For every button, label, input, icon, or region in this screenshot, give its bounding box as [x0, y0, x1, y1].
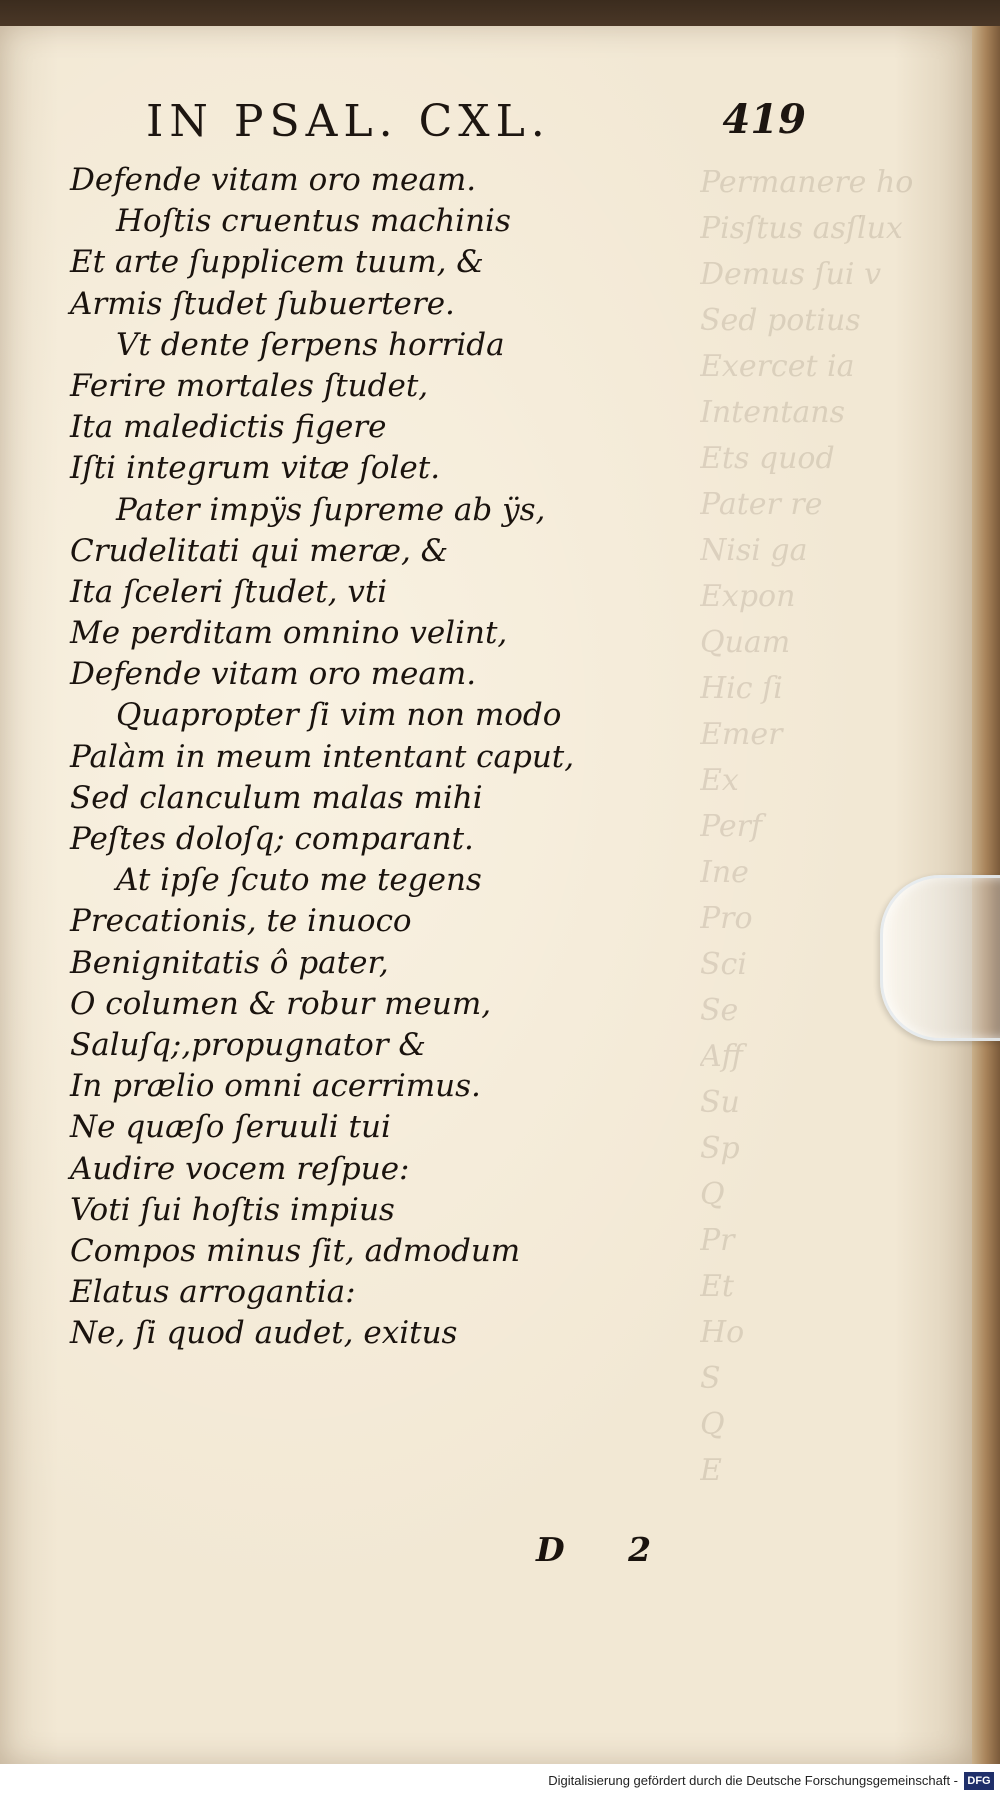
verse-line: Peſtes doloſq; comparant. — [70, 821, 474, 857]
verse-line: Palàm in meum intentant caput, — [70, 738, 575, 775]
verse-line: Audire vocem reſpue: — [70, 1150, 410, 1187]
verse-text — [70, 160, 750, 1354]
verse-line: Defende vitam oro meam. — [70, 162, 477, 198]
verse-line: Precationis, te inuoco — [70, 903, 412, 940]
verse-line: Et arte ſupplicem tuum, & — [70, 244, 484, 281]
verse-line: Quapropter ſi vim non modo — [116, 697, 562, 734]
verse-line: At ipſe ſcuto me tegens — [116, 862, 482, 899]
page-tab-clip — [880, 875, 1000, 1041]
verse-line: Hoſtis cruentus machinis — [116, 203, 511, 240]
verse-line: Ita maledictis figere — [70, 409, 387, 446]
verse-line: Iſti integrum vitæ ſolet. — [70, 450, 441, 487]
verse-line: Pater impÿs ſupreme ab ÿs, — [116, 491, 546, 528]
dfg-logo: DFG — [964, 1772, 994, 1790]
verse-line: Ferire mortales ſtudet, — [70, 367, 429, 404]
signature-mark: D 2 — [536, 1530, 678, 1569]
verse-line: Voti ſui hoſtis impius — [70, 1191, 395, 1228]
verse-line: Compos minus ſit, admodum — [70, 1232, 521, 1269]
verse-line: In prælio omni acerrimus. — [70, 1068, 481, 1105]
verse-line: Vt dente ſerpens horrida — [116, 326, 505, 363]
verse-line: Defende vitam oro meam. — [70, 656, 477, 693]
verse-line: Saluſq;,propugnator & — [70, 1026, 427, 1063]
verse-line: Ne, ſi quod audet, exitus — [70, 1315, 458, 1352]
verse-line: Sed clanculum malas mihi — [70, 779, 483, 816]
page-number: 419 — [722, 96, 806, 143]
page-header — [146, 96, 806, 156]
verse-line: O columen & robur meum, — [70, 985, 492, 1022]
show-through-text: Permanere ho Pisſtus asſlux Demus ſui v Sed potius Exercet ia Intentans Ets quod Pater re Nisi ga Expon Quam Hic ſi Emer Ex Perf Ine Pro Sci Se Aff Su Sp Q Pr Et Ho S Q E — [700, 165, 914, 1488]
verse-line: Ita ſceleri ſtudet, vti — [70, 573, 388, 610]
verse-line: Benignitatis ô pater, — [70, 944, 389, 981]
verse-line: Elatus arrogantia: — [70, 1274, 356, 1311]
digitization-footer — [0, 1764, 1000, 1802]
verse-line: Armis ſtudet ſubuertere. — [70, 285, 455, 322]
verse-line: Me perditam omnino velint, — [70, 615, 508, 652]
footer-credit: Digitalisierung gefördert durch die Deutsche Forschungsgemeinschaft - — [548, 1773, 958, 1788]
verse-line: Ne quæſo ſeruuli tui — [70, 1109, 391, 1146]
running-head: IN PSAL. CXL. — [146, 96, 551, 147]
verse-line: Crudelitati qui meræ, & — [70, 532, 449, 569]
